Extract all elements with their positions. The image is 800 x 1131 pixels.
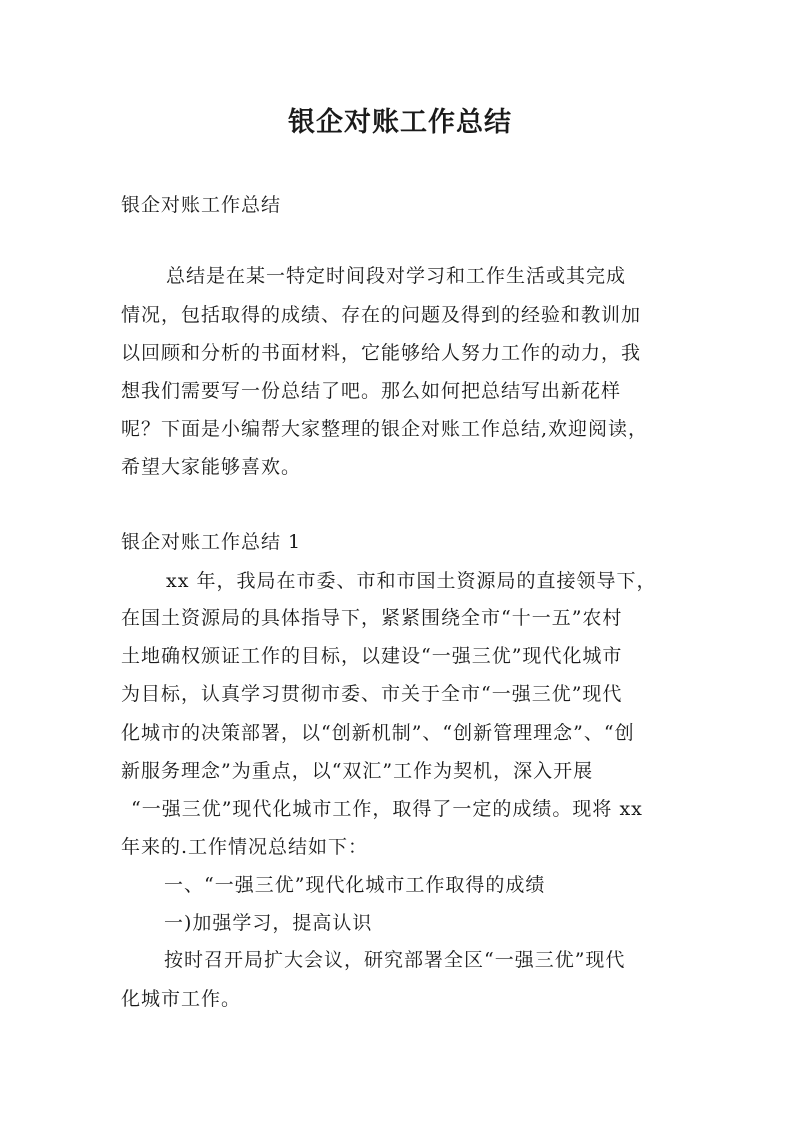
body-line-2: 在国土资源局的具体指导下，紧紧围绕全市“十一五”农村 xyxy=(121,607,623,629)
body-line-8: 年来的.工作情况总结如下： xyxy=(121,836,369,858)
intro-line-1: 总结是在某一特定时间段对学习和工作生活或其完成 xyxy=(166,265,627,287)
body-line-10: 一)加强学习，提高认识 xyxy=(164,912,373,934)
intro-line-2: 情况，包括取得的成绩、存在的问题及得到的经验和教训加 xyxy=(121,304,642,326)
section-heading: 银企对账工作总结 1 xyxy=(121,531,302,553)
body-line-1: xx 年，我局在市委、市和市国土资源局的直接领导下， xyxy=(166,570,657,592)
body-line-11: 按时召开局扩大会议，研究部署全区“一强三优”现代 xyxy=(164,949,626,971)
intro-line-3: 以回顾和分析的书面材料，它能够给人努力工作的动力，我 xyxy=(121,342,642,364)
intro-line-4: 想我们需要写一份总结了吧。那么如何把总结写出新花样 xyxy=(121,380,622,402)
body-line-3: 土地确权颁证工作的目标，以建设“一强三优”现代化城市 xyxy=(121,645,623,667)
body-line-4: 为目标，认真学习贯彻市委、市关于全市“一强三优”现代 xyxy=(121,683,623,705)
body-line-6: 新服务理念”为重点，以“双汇”工作为契机，深入开展 xyxy=(121,760,594,782)
body-line-9: 一、“一强三优”现代化城市工作取得的成绩 xyxy=(164,874,546,896)
body-line-5: 化城市的决策部署，以“创新机制”、“创新管理理念”、“创 xyxy=(121,722,635,744)
document-title: 银企对账工作总结 xyxy=(288,107,512,138)
body-line-12: 化城市工作。 xyxy=(121,988,242,1010)
body-line-7: “一强三优”现代化城市工作，取得了一定的成绩。现将 xx xyxy=(131,798,643,820)
intro-line-5: 呢？下面是小编帮大家整理的银企对账工作总结,欢迎阅读， xyxy=(121,418,649,440)
document-subtitle: 银企对账工作总结 xyxy=(121,194,282,216)
intro-line-6: 希望大家能够喜欢。 xyxy=(121,456,302,478)
